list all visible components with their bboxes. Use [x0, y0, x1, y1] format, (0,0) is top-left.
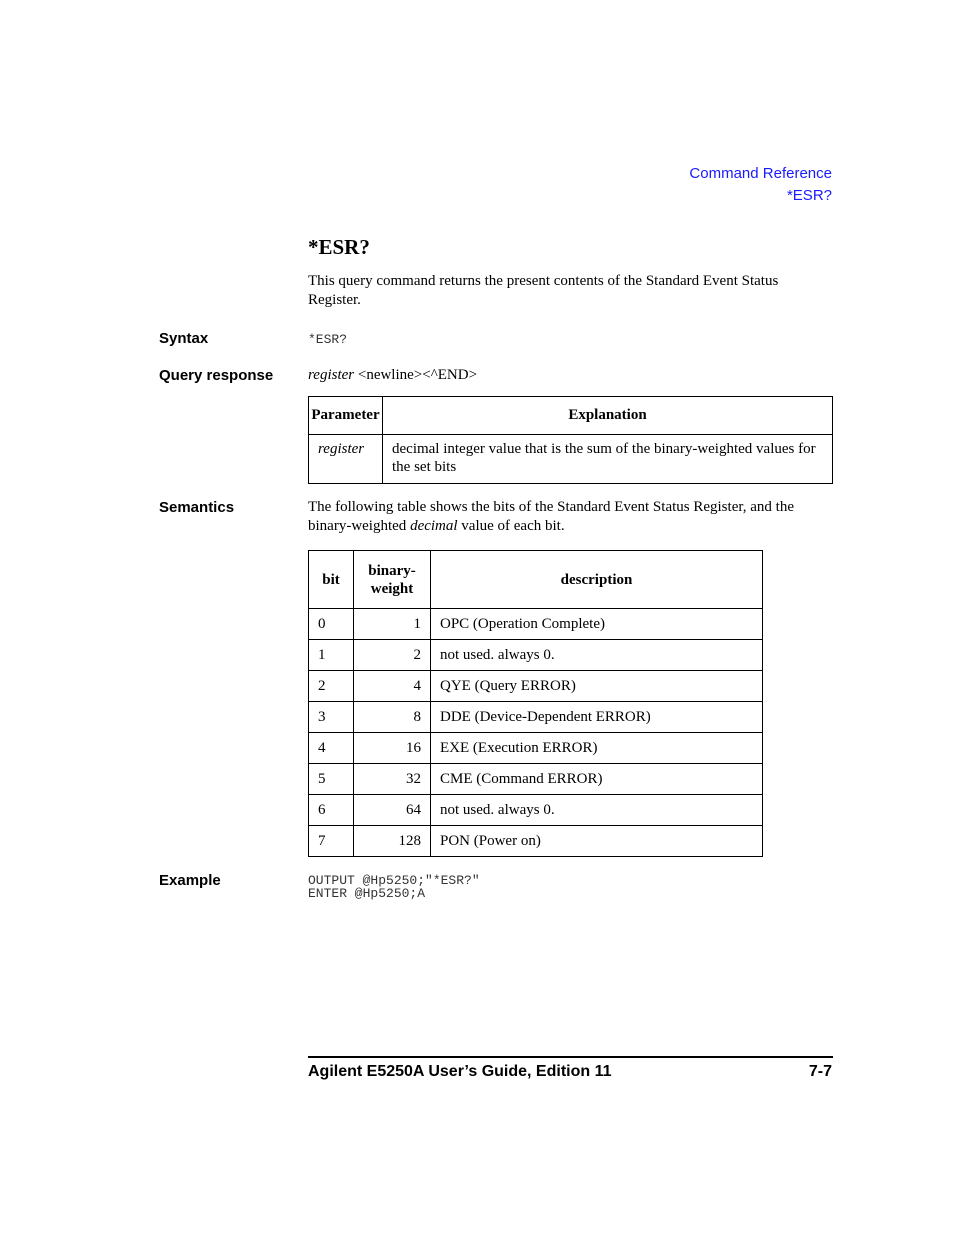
- bit-table: [308, 550, 763, 857]
- bit-cell: 3: [309, 702, 354, 733]
- table-row: [309, 795, 763, 826]
- bit-cell: 6: [309, 795, 354, 826]
- table-row: [309, 435, 833, 484]
- footer-title: Agilent E5250A User’s Guide, Edition 11: [308, 1063, 612, 1080]
- bit-cell: 7: [309, 826, 354, 857]
- description-cell: not used. always 0.: [431, 640, 763, 671]
- page-title: *ESR?: [308, 235, 370, 259]
- example-code-line: OUTPUT @Hp5250;"*ESR?": [308, 873, 480, 888]
- parameter-header: Parameter: [309, 397, 383, 435]
- weight-header-line1: binary-: [368, 562, 416, 579]
- table-row: [309, 733, 763, 764]
- page-number: 7-7: [808, 1063, 832, 1080]
- weight-cell: 32: [354, 764, 431, 795]
- weight-cell: 2: [354, 640, 431, 671]
- semantics-paragraph: [308, 498, 833, 536]
- description-cell: QYE (Query ERROR): [431, 671, 763, 702]
- weight-header: [354, 551, 431, 609]
- weight-header-line2: weight: [370, 580, 414, 597]
- weight-cell: 128: [354, 826, 431, 857]
- footer-rule: [308, 1056, 833, 1058]
- description-cell: not used. always 0.: [431, 795, 763, 826]
- table-row: [309, 609, 763, 640]
- example-code: [308, 874, 480, 900]
- syntax-label: Syntax: [159, 330, 209, 347]
- semantics-text-em: decimal: [410, 518, 458, 534]
- query-response-format: [308, 367, 477, 384]
- bit-header: bit: [309, 551, 354, 609]
- bit-cell: 4: [309, 733, 354, 764]
- syntax-code: *ESR?: [308, 332, 348, 347]
- description-cell: OPC (Operation Complete): [431, 609, 763, 640]
- semantics-text-before: The following table shows the bits of the Standard Event Status Register, and the binary-weighted: [308, 499, 794, 534]
- example-code-line: ENTER @Hp5250;A: [308, 886, 426, 901]
- query-response-label: Query response: [159, 367, 274, 384]
- example-label: Example: [159, 872, 221, 889]
- description-cell: EXE (Execution ERROR): [431, 733, 763, 764]
- semantics-text-after: value of each bit.: [457, 518, 565, 534]
- parameter-table: [308, 396, 833, 484]
- weight-cell: 8: [354, 702, 431, 733]
- weight-cell: 4: [354, 671, 431, 702]
- weight-cell: 64: [354, 795, 431, 826]
- description-header: description: [431, 551, 763, 609]
- query-response-param: register: [308, 367, 355, 383]
- parameter-cell: register: [309, 435, 383, 484]
- semantics-label: Semantics: [159, 499, 235, 516]
- weight-cell: 16: [354, 733, 431, 764]
- description-cell: DDE (Device-Dependent ERROR): [431, 702, 763, 733]
- running-header-section[interactable]: Command Reference: [689, 165, 832, 182]
- bit-cell: 2: [309, 671, 354, 702]
- table-row: [309, 702, 763, 733]
- table-row: [309, 640, 763, 671]
- weight-cell: 1: [354, 609, 431, 640]
- bit-cell: 0: [309, 609, 354, 640]
- description-cell: PON (Power on): [431, 826, 763, 857]
- intro-paragraph: This query command returns the present contents of the Standard Event Status Register.: [308, 273, 779, 308]
- bit-cell: 5: [309, 764, 354, 795]
- bit-cell: 1: [309, 640, 354, 671]
- running-header-topic[interactable]: *ESR?: [786, 187, 832, 204]
- explanation-cell: decimal integer value that is the sum of the binary-weighted values for the set bits: [383, 435, 833, 484]
- table-row: [309, 826, 763, 857]
- explanation-header: Explanation: [383, 397, 833, 435]
- table-row: [309, 671, 763, 702]
- bit-table-header: [309, 551, 763, 609]
- query-response-rest: <newline><^END>: [354, 367, 478, 383]
- table-row: [309, 764, 763, 795]
- parameter-table-header: [309, 397, 833, 435]
- description-cell: CME (Command ERROR): [431, 764, 763, 795]
